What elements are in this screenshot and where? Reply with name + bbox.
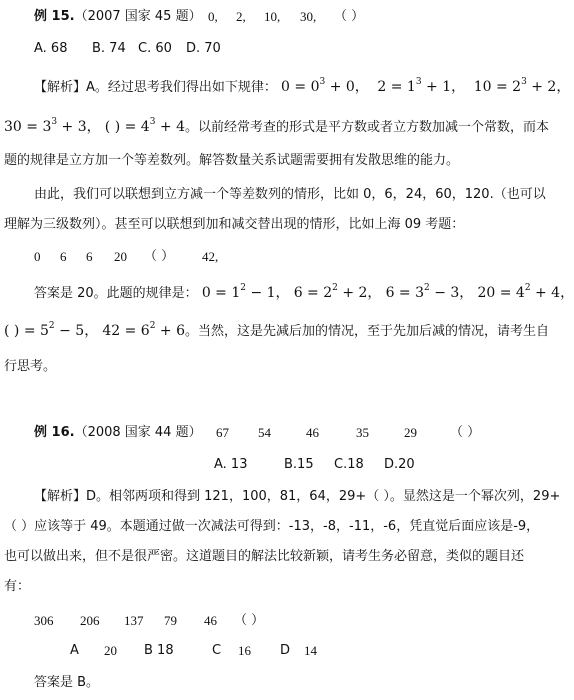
ex15-answer-text: 答案是 20。此题的规律是： (34, 286, 198, 301)
ex15-seq-blank: （ ） (334, 9, 365, 24)
ex15-closing-text: 。当然，这是先减后加的情况，至于先加后减的情况，请考生自 (184, 324, 549, 339)
ex16-analysis-line-1: 【解析】D。相邻两项和得到 121，100，81，64，29+（ ）。显然这是一个幂次列，29+ (34, 489, 561, 504)
ex15-analysis-intro: 【解析】A。经过思考我们得出如下规律： (34, 80, 277, 95)
ex16-seq-1: 67 (216, 425, 229, 440)
ex15-eq2-0: $0 = 1^2 - 1$， (201, 283, 290, 301)
ex16-option-b: B.15 (284, 457, 314, 472)
ex16-analysis-line-2: （ ）应该等于 49。本题通过做一次减法可得到：-13，-8，-11，-6，凭直觉后面应该是-9， (4, 519, 540, 534)
ex15-eq-blank: ( ) = $4^3 + 4$ (104, 117, 185, 135)
ex16-option2-b: B 18 (144, 643, 174, 658)
ex16-option2-d: D (280, 643, 291, 658)
ex15-seq2-4: 20 (114, 249, 127, 264)
ex16-title: 例 16. (34, 425, 75, 440)
ex15-analysis-text-1: 。以前经常考查的形式是平方数或者立方数加减一个常数，而本 (184, 120, 549, 135)
ex15-option-b: B. 74 (92, 41, 126, 56)
ex16-seq2-blank: （ ） (234, 613, 265, 628)
ex15-option-c: C. 60 (138, 41, 172, 56)
ex15-eq2-20: $20 = 4^2 + 4$， (477, 283, 574, 301)
ex16-seq-blank: （ ） (450, 425, 481, 440)
ex15-closing-line: 行思考。 (4, 359, 57, 374)
ex15-eq2-42: $42 = 6^2 + 6$ (102, 321, 185, 339)
ex15-seq2-3: 6 (86, 249, 93, 264)
ex15-seq2-1: 0 (34, 249, 41, 264)
ex15-eq2-blank: ( ) = $5^2 - 5$， (4, 321, 99, 339)
ex15-option-d: D. 70 (186, 41, 221, 56)
ex15-title: 例 15. (34, 9, 75, 24)
ex15-eq2-6b: $6 = 3^2 - 3$， (385, 283, 474, 301)
ex15-eq-0: $0 = 0^3 + 0$， (281, 77, 369, 95)
ex16-option2-a-value: 20 (104, 643, 117, 658)
ex16-seq2-3: 137 (124, 613, 144, 628)
ex16-source: （2008 国家 44 题） (74, 425, 202, 440)
ex15-header (34, 8, 202, 26)
ex15-answer-line-2 (4, 322, 549, 341)
ex16-analysis-line-3: 也可以做出来，但不是很严密。这道题目的解法比较新颖，请考生务必留意，类似的题目还 (4, 549, 525, 564)
ex16-option2-d-value: 14 (304, 643, 317, 658)
ex16-option2-c: C (212, 643, 222, 658)
ex15-source: （2007 国家 45 题） (74, 9, 202, 24)
ex16-seq2-5: 46 (204, 613, 217, 628)
ex16-option2-c-value: 16 (238, 643, 251, 658)
ex15-seq-4: 30, (300, 9, 317, 24)
ex15-paragraph-line-1: 由此，我们可以联想到立方减一个等差数列的情形，比如 0，6，24，60，120.（也可以 (34, 187, 546, 202)
ex16-option-d: D.20 (384, 457, 415, 472)
ex16-seq-5: 29 (404, 425, 417, 440)
ex16-analysis-line-4: 有： (4, 579, 31, 594)
ex15-eq-10: $10 = 2^3 + 2$， (473, 77, 571, 95)
ex15-seq-2: 2, (236, 9, 246, 24)
ex16-option2-a: A (70, 643, 79, 658)
ex16-seq2-2: 206 (80, 613, 100, 628)
ex16-seq2-4: 79 (164, 613, 177, 628)
ex16-option-a: A. 13 (214, 457, 248, 472)
ex15-analysis-line-3: 题的规律是立方加一个等差数列。解答数量关系试题需要拥有发散思维的能力。 (4, 153, 460, 168)
ex15-option-a: A. 68 (34, 41, 68, 56)
ex16-option-c: C.18 (334, 457, 364, 472)
ex15-seq2-blank: （ ） (144, 249, 175, 264)
ex16-seq-2: 54 (258, 425, 271, 440)
ex15-answer-line (34, 284, 574, 303)
ex15-seq2-2: 6 (60, 249, 67, 264)
ex15-seq-3: 10, (264, 9, 281, 24)
ex15-eq-2: $2 = 1^3 + 1$， (377, 77, 466, 95)
ex16-answer: 答案是 B。 (34, 675, 100, 690)
ex15-eq-30: $30 = 3^3 + 3$， (4, 117, 101, 135)
ex16-seq-3: 46 (306, 425, 319, 440)
ex16-seq-4: 35 (356, 425, 369, 440)
ex15-paragraph-line-2: 理解为三级数列）。甚至可以联想到加和减交替出现的情形，比如上海 09 考题： (4, 217, 465, 232)
ex16-header (34, 424, 202, 442)
ex15-eq2-6a: $6 = 2^2 + 2$， (293, 283, 382, 301)
ex15-seq-1: 0, (208, 9, 218, 24)
ex15-seq2-6: 42, (202, 249, 219, 264)
ex16-seq2-1: 306 (34, 613, 54, 628)
ex15-analysis-line-1 (34, 78, 570, 97)
ex15-analysis-line-2 (4, 118, 549, 137)
